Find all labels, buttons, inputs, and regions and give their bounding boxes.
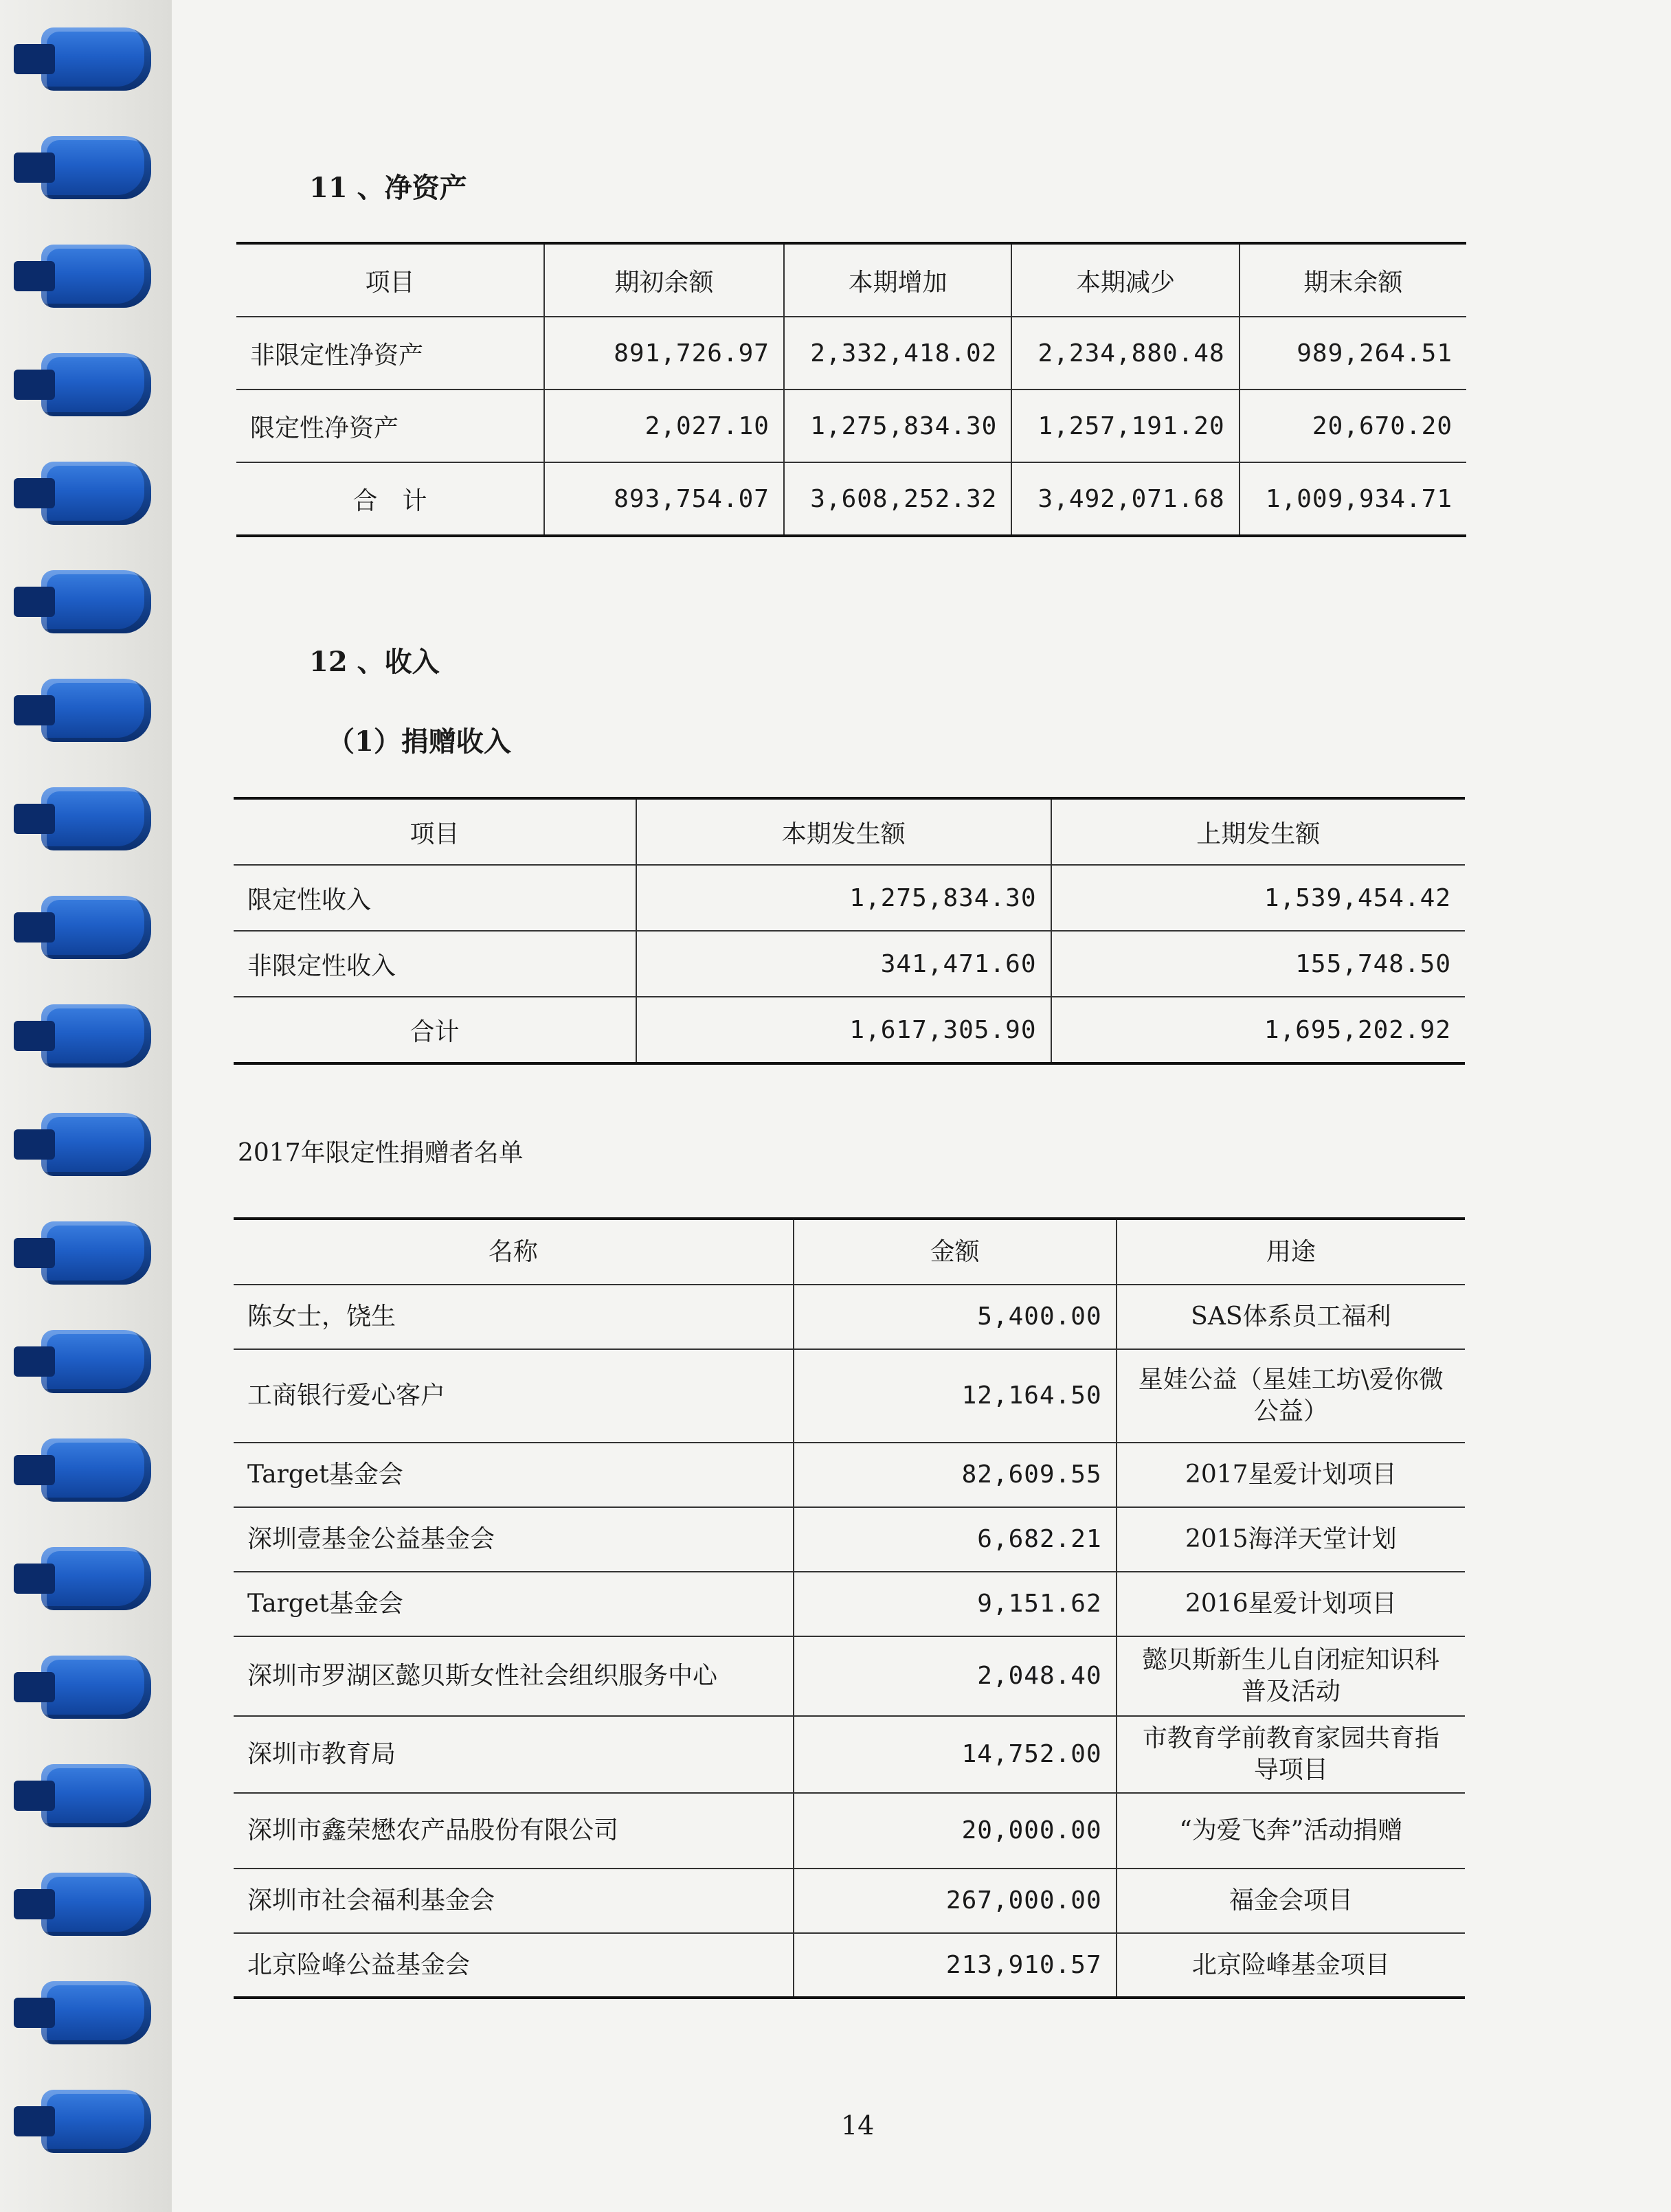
row-label: 非限定性收入 (234, 931, 636, 997)
binding-ring (41, 245, 151, 308)
donor-amount: 5,400.00 (794, 1285, 1117, 1349)
binding-ring (41, 1981, 151, 2044)
donor-amount: 9,151.62 (794, 1572, 1117, 1636)
donor-list-caption: 2017年限定性捐赠者名单 (238, 1139, 524, 1167)
binding-ring (41, 1656, 151, 1719)
binding-ring (41, 462, 151, 525)
binding-ring (41, 570, 151, 633)
page-number: 14 (841, 2110, 875, 2141)
table-row (236, 390, 1466, 462)
table-row (234, 1933, 1465, 1998)
row-label: 限定性净资产 (236, 390, 544, 462)
donor-name: Target基金会 (234, 1572, 794, 1636)
table-row (236, 317, 1466, 390)
cell-value: 1,257,191.20 (1011, 390, 1239, 462)
table-row (234, 1716, 1465, 1793)
header-cell: 项目 (236, 243, 544, 317)
cell-value: 20,670.20 (1240, 390, 1466, 462)
donor-amount: 82,609.55 (794, 1443, 1117, 1507)
table-total-row (236, 462, 1466, 536)
row-label: 限定性收入 (234, 865, 636, 931)
donor-amount: 20,000.00 (794, 1793, 1117, 1869)
binding-ring (41, 787, 151, 850)
section-12-subtitle: （1）捐赠收入 (327, 725, 511, 758)
donor-name: 深圳壹基金公益基金会 (234, 1507, 794, 1572)
cell-value: 155,748.50 (1051, 931, 1466, 997)
donor-name: 工商银行爱心客户 (234, 1349, 794, 1443)
donor-list-table (234, 1217, 1465, 1999)
cell-value: 1,539,454.42 (1051, 865, 1466, 931)
donor-purpose: “为爱飞奔”活动捐赠 (1117, 1793, 1465, 1869)
donor-purpose: SAS体系员工福利 (1117, 1285, 1465, 1349)
donor-amount: 6,682.21 (794, 1507, 1117, 1572)
donor-amount: 14,752.00 (794, 1716, 1117, 1793)
table-row (234, 931, 1465, 997)
table-header-row (234, 798, 1465, 865)
binding-ring (41, 27, 151, 91)
donor-amount: 2,048.40 (794, 1636, 1117, 1716)
donor-purpose: 2017星爱计划项目 (1117, 1443, 1465, 1507)
binding-ring (41, 353, 151, 416)
header-cell: 金额 (794, 1219, 1117, 1285)
binding-ring (41, 1113, 151, 1176)
donor-purpose: 福金会项目 (1117, 1869, 1465, 1933)
donor-name: 深圳市教育局 (234, 1716, 794, 1793)
cell-value: 1,275,834.30 (784, 390, 1011, 462)
donor-name: 深圳市罗湖区懿贝斯女性社会组织服务中心 (234, 1636, 794, 1716)
donor-name: Target基金会 (234, 1443, 794, 1507)
row-label: 合 计 (236, 462, 544, 536)
cell-value: 1,695,202.92 (1051, 997, 1466, 1063)
cell-value: 1,009,934.71 (1240, 462, 1466, 536)
table-row (234, 1572, 1465, 1636)
binding-ring (41, 1873, 151, 1936)
header-cell: 项目 (234, 798, 636, 865)
donor-name: 深圳市鑫荣懋农产品股份有限公司 (234, 1793, 794, 1869)
donor-name: 深圳市社会福利基金会 (234, 1869, 794, 1933)
binding-ring (41, 1764, 151, 1827)
header-cell: 名称 (234, 1219, 794, 1285)
donor-purpose: 市教育学前教育家园共育指导项目 (1117, 1716, 1465, 1793)
header-cell: 期末余额 (1240, 243, 1466, 317)
cell-value: 893,754.07 (544, 462, 784, 536)
donor-amount: 213,910.57 (794, 1933, 1117, 1998)
donor-purpose: 2016星爱计划项目 (1117, 1572, 1465, 1636)
cell-value: 1,617,305.90 (636, 997, 1051, 1063)
donor-name: 北京险峰公益基金会 (234, 1933, 794, 1998)
binding-ring (41, 1330, 151, 1393)
binding-ring (41, 1547, 151, 1610)
donor-purpose: 懿贝斯新生儿自闭症知识科普及活动 (1117, 1636, 1465, 1716)
cell-value: 341,471.60 (636, 931, 1051, 997)
table-header-row (234, 1219, 1465, 1285)
header-cell: 本期发生额 (636, 798, 1051, 865)
table-row (234, 1869, 1465, 1933)
table-row (234, 1507, 1465, 1572)
cell-value: 2,234,880.48 (1011, 317, 1239, 390)
donor-amount: 12,164.50 (794, 1349, 1117, 1443)
table-row (234, 1636, 1465, 1716)
header-cell: 上期发生额 (1051, 798, 1466, 865)
table-row (234, 1443, 1465, 1507)
header-cell: 期初余额 (544, 243, 784, 317)
cell-value: 3,608,252.32 (784, 462, 1011, 536)
cell-value: 1,275,834.30 (636, 865, 1051, 931)
binding-ring (41, 679, 151, 742)
table-row (234, 1285, 1465, 1349)
table-total-row (234, 997, 1465, 1063)
table-row (234, 1793, 1465, 1869)
binding-ring (41, 1004, 151, 1068)
binding-ring (41, 1221, 151, 1285)
cell-value: 2,332,418.02 (784, 317, 1011, 390)
donor-amount: 267,000.00 (794, 1869, 1117, 1933)
binding-ring (41, 896, 151, 959)
donor-purpose: 2015海洋天堂计划 (1117, 1507, 1465, 1572)
donor-purpose: 北京险峰基金项目 (1117, 1933, 1465, 1998)
binding-ring (41, 2090, 151, 2153)
row-label: 合计 (234, 997, 636, 1063)
donation-income-table (234, 797, 1465, 1065)
cell-value: 891,726.97 (544, 317, 784, 390)
binding-ring (41, 1438, 151, 1502)
cell-value: 2,027.10 (544, 390, 784, 462)
header-cell: 本期减少 (1011, 243, 1239, 317)
donor-name: 陈女士，饶生 (234, 1285, 794, 1349)
net-assets-table (236, 242, 1466, 537)
cell-value: 3,492,071.68 (1011, 462, 1239, 536)
section-12-title: 12 、收入 (309, 646, 440, 678)
table-row (234, 865, 1465, 931)
table-header-row (236, 243, 1466, 317)
document-page (172, 0, 1671, 2212)
header-cell: 用途 (1117, 1219, 1465, 1285)
header-cell: 本期增加 (784, 243, 1011, 317)
binding-ring (41, 136, 151, 199)
row-label: 非限定性净资产 (236, 317, 544, 390)
donor-purpose: 星娃公益（星娃工坊\爱你微公益） (1117, 1349, 1465, 1443)
cell-value: 989,264.51 (1240, 317, 1466, 390)
spiral-binding (0, 0, 172, 2212)
table-row (234, 1349, 1465, 1443)
section-11-title: 11 、净资产 (309, 172, 467, 204)
